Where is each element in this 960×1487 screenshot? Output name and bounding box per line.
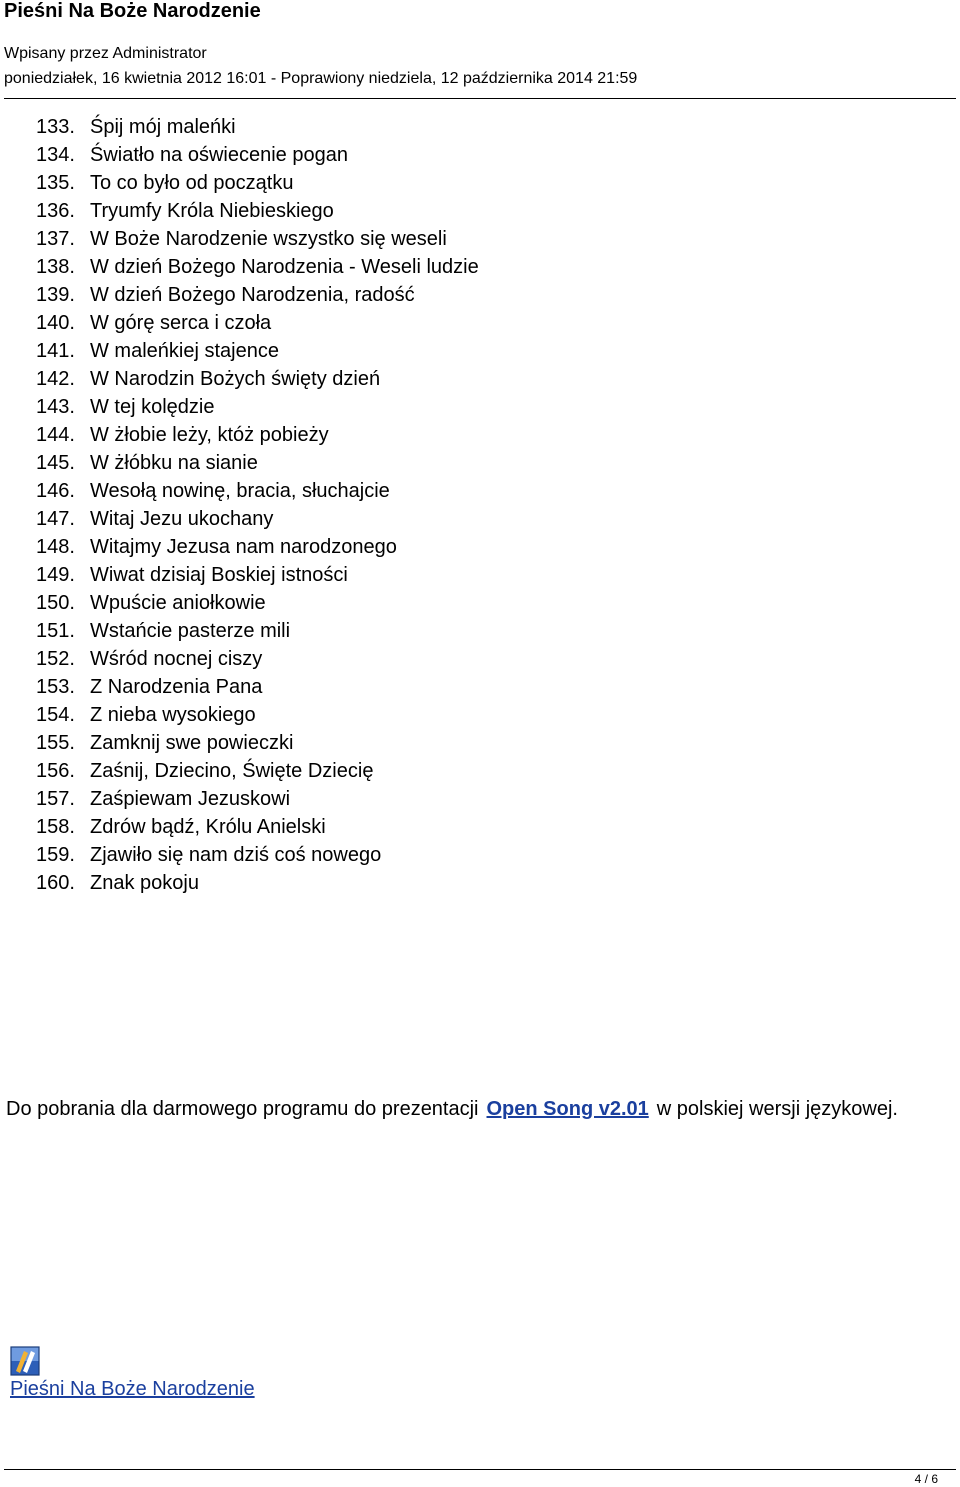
song-item [36,309,479,337]
song-number: 151. [36,620,75,642]
song-item [36,253,479,281]
song-number: 145. [36,452,75,474]
song-title: To co było od początku [90,172,294,194]
song-list [36,113,479,897]
song-item [36,729,479,757]
song-title: W Boże Narodzenie wszystko się weseli [90,228,447,250]
download-text-before: Do pobrania dla darmowego programu do prezentacji [6,1098,479,1120]
song-title: Wśród nocnej ciszy [90,648,263,670]
header-divider [4,98,956,99]
song-number: 136. [36,200,75,222]
site-logo-icon[interactable] [10,1346,40,1376]
song-title: Znak pokoju [90,872,199,894]
song-number: 157. [36,788,75,810]
song-number: 159. [36,844,75,866]
song-number: 135. [36,172,75,194]
song-number: 141. [36,340,75,362]
song-item [36,337,479,365]
song-title: Witaj Jezu ukochany [90,508,274,530]
song-title: W dzień Bożego Narodzenia - Weseli ludzie [90,256,479,278]
song-title: Zdrów bądź, Królu Anielski [90,816,326,838]
song-title: W dzień Bożego Narodzenia, radość [90,284,415,306]
song-title: W Narodzin Bożych święty dzień [90,368,381,390]
song-item [36,869,479,897]
song-title: Światło na oświecenie pogan [90,144,348,166]
song-item [36,225,479,253]
song-number: 144. [36,424,75,446]
song-title: W żłobie leży, któż pobieży [90,424,329,446]
song-title: Tryumfy Króla Niebieskiego [90,200,334,222]
song-number: 143. [36,396,75,418]
song-item [36,701,479,729]
song-title: Z nieba wysokiego [90,704,256,726]
song-number: 155. [36,732,75,754]
song-item [36,813,479,841]
song-number: 156. [36,760,75,782]
song-item [36,197,479,225]
song-item [36,477,479,505]
song-number: 133. [36,116,75,138]
download-text-after: w polskiej wersji językowej. [656,1098,898,1120]
song-item [36,785,479,813]
download-note [6,1095,946,1124]
song-number: 152. [36,648,75,670]
song-item [36,281,479,309]
song-number: 146. [36,480,75,502]
song-item [36,841,479,869]
song-number: 154. [36,704,75,726]
song-title: Z Narodzenia Pana [90,676,263,698]
song-number: 158. [36,816,75,838]
song-number: 142. [36,368,75,390]
footer-divider [4,1469,956,1470]
song-title: Zjawiło się nam dziś coś nowego [90,844,382,866]
song-item [36,533,479,561]
song-title: W żłóbku na sianie [90,452,258,474]
song-number: 160. [36,872,75,894]
song-number: 134. [36,144,75,166]
song-item [36,169,479,197]
song-title: Zamknij swe powieczki [90,732,294,754]
page-number: 4 / 6 [914,1472,938,1486]
song-item [36,393,479,421]
page-title: Pieśni Na Boże Narodzenie [4,0,261,22]
song-title: Wstańcie pasterze mili [90,620,291,642]
song-title: Wesołą nowinę, bracia, słuchajcie [90,480,390,502]
song-item [36,561,479,589]
author-line: Wpisany przez Administrator [4,45,207,62]
song-item [36,113,479,141]
song-title: Śpij mój maleńki [90,116,236,138]
song-title: Zaśpiewam Jezuskowi [90,788,291,810]
song-number: 138. [36,256,75,278]
open-song-link[interactable]: Open Song v2.01 [486,1098,649,1120]
song-title: Wpuście aniołkowie [90,592,266,614]
song-title: W tej kolędzie [90,396,215,418]
song-title: Wiwat dzisiaj Boskiej istności [90,564,348,586]
song-item [36,673,479,701]
song-item [36,141,479,169]
song-item [36,645,479,673]
song-title: Witajmy Jezusa nam narodzonego [90,536,397,558]
song-number: 153. [36,676,75,698]
song-number: 137. [36,228,75,250]
song-number: 148. [36,536,75,558]
song-number: 139. [36,284,75,306]
song-number: 149. [36,564,75,586]
song-number: 147. [36,508,75,530]
footer-site-link[interactable]: Pieśni Na Boże Narodzenie [10,1378,255,1400]
song-item [36,589,479,617]
song-title: W górę serca i czoła [90,312,272,334]
song-title: W maleńkiej stajence [90,340,279,362]
song-number: 150. [36,592,75,614]
song-item [36,617,479,645]
song-number: 140. [36,312,75,334]
song-item [36,365,479,393]
song-item [36,505,479,533]
song-title: Zaśnij, Dziecino, Święte Dziecię [90,760,374,782]
song-item [36,449,479,477]
song-item [36,421,479,449]
date-line: poniedziałek, 16 kwietnia 2012 16:01 - Poprawiony niedziela, 12 października 2014 21:59 [4,70,638,87]
song-item [36,757,479,785]
